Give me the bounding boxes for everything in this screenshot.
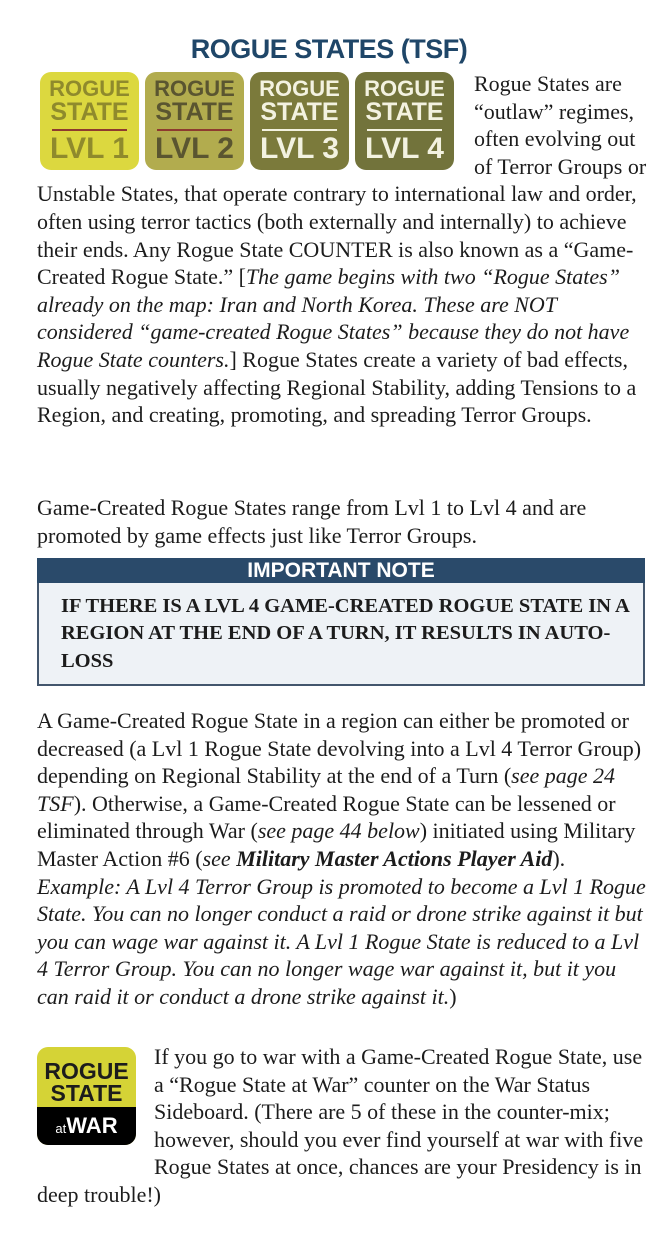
intro-text: Rogue States are “outlaw” regimes, often evolving out of Terror Groups or Unstable States, that operate contrary to international law and order, often using terror tactics (both externally and internally) to achieve their ends. Any Rogue State COUNTER is also known as a “Game-Created Rogue State.” [ — [37, 71, 647, 290]
promotion-text: ). Otherwise, a Game-Created Rogue State can be lessened or eliminated through War ( — [37, 790, 616, 844]
levels-paragraph: Game-Created Rogue States range from Lvl 1 to Lvl 4 and are promoted by game effects just like Terror Groups. — [37, 495, 587, 548]
war-paragraph — [37, 1043, 647, 1209]
see-text: see — [202, 845, 237, 871]
page-reference: see page 44 below — [257, 818, 420, 844]
important-note-box — [37, 583, 645, 686]
counter-level: LVL 2 — [155, 132, 234, 165]
important-note-heading: IMPORTANT NOTE — [37, 558, 645, 583]
war-counter-line2: STATE — [50, 1080, 123, 1106]
counter-level: LVL 1 — [50, 132, 129, 165]
example-text: Example: A Lvl 4 Terror Group is promoted to become a Lvl 1 Rogue State. You can no longer conduct a raid or drone strike against it but you can wage war against it. A Lvl 1 Rogue State is reduced to a Lvl 4 Terror Group. You can no longer wage war against it, but it you can raid it or conduct a drone strike against it. — [37, 873, 646, 1009]
counter-level: LVL 4 — [365, 132, 444, 165]
player-aid-reference: Military Master Actions Player Aid — [236, 845, 553, 871]
war-counter-float-spacer — [37, 1043, 154, 1154]
counter-line2: STATE — [365, 98, 444, 126]
counter-line1: ROGUE — [259, 76, 340, 101]
war-counter-war: WAR — [66, 1113, 118, 1138]
war-counter-at: at — [55, 1121, 67, 1136]
war-text: If you go to war with a Game-Created Rogue State, use a “Rogue State at War” counter on the War Status Sideboard. (There are 5 of these in the counter-mix; however, should you ever find yourself at war with five Rogue States at once, chances are your Presidency is in deep trouble!) — [37, 1044, 644, 1207]
section-title: ROGUE STATES (TSF) — [190, 34, 468, 64]
promotion-text: ) initiated using Military Master Action #6 ( — [37, 818, 636, 871]
promotion-paragraph — [37, 707, 647, 1011]
war-counter-line1: ROGUE — [44, 1058, 129, 1084]
counter-line1: ROGUE — [154, 76, 235, 101]
counter-level: LVL 3 — [260, 132, 339, 165]
closing-paren: ) — [449, 983, 457, 1009]
counter-line1: ROGUE — [49, 76, 130, 101]
counter-line2: STATE — [155, 98, 234, 126]
page-reference: see page 24 TSF — [37, 763, 616, 816]
counter-line1: ROGUE — [364, 76, 445, 101]
promotion-text: ). — [552, 845, 566, 871]
counter-line2: STATE — [50, 98, 129, 126]
counter-line2: STATE — [260, 98, 339, 126]
promotion-text: A Game-Created Rogue State in a region can either be promoted or decreased (a Lvl 1 Rogue State devolving into a Lvl 4 Terror Group) depending on Regional Stability at the end of a Turn ( — [37, 708, 642, 789]
intro-text-end: ] Rogue States create a variety of bad effects, usually negatively affecting Regional Stability, adding Tensions to a Region, and creating, promoting, and spreading Terror Groups. — [37, 346, 637, 428]
counter-float-spacer — [37, 70, 474, 178]
intro-italic-note: The game begins with two “Rogue States” already on the map: Iran and North Korea. These are NOT considered “game-created Rogue States” because they do not have Rogue State counters. — [37, 264, 630, 372]
intro-paragraph — [37, 70, 647, 429]
important-note-text: IF THERE IS A LVL 4 GAME-CREATED ROGUE STATE IN A REGION AT THE END OF A TURN, IT RESULTS IN AUTO-LOSS — [61, 595, 629, 672]
